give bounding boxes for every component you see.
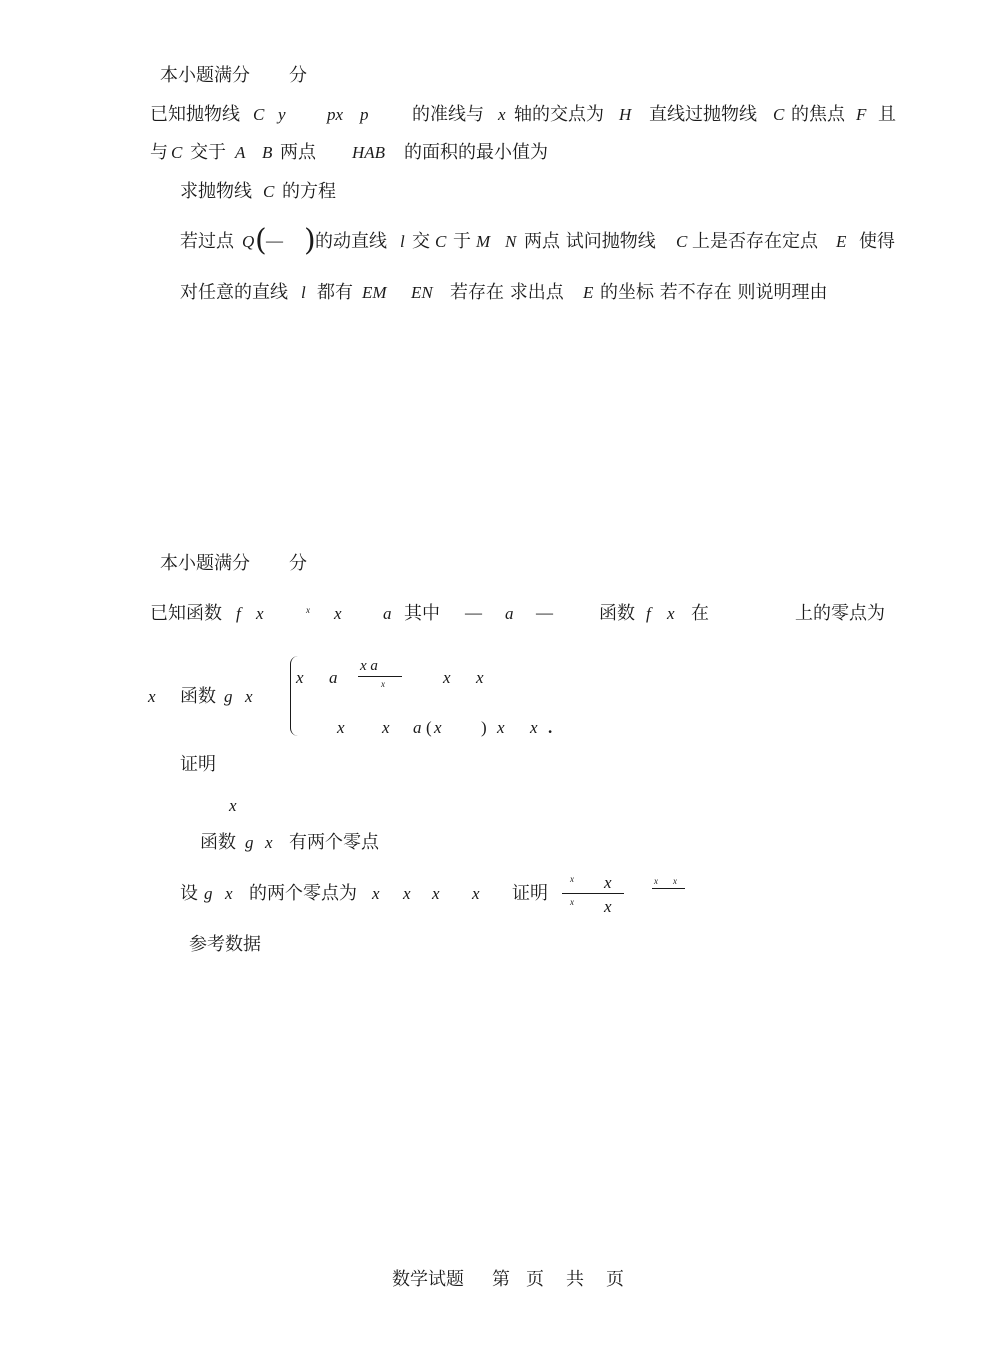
p1-stem-text: 的准线与 (412, 104, 484, 125)
p2-var-x: x (265, 833, 273, 852)
p2-var-a: a (383, 604, 392, 623)
p2-var-x: x (229, 796, 237, 815)
p2-var-x: x (443, 668, 451, 687)
p2-stem-text: 其中 (404, 603, 440, 624)
p2-var-x: x (403, 884, 411, 903)
p2-stem-text: 已知函数 (150, 603, 222, 624)
p2-sub3-text: 设 (180, 883, 198, 904)
p2-var-x: x (497, 718, 505, 737)
p1-var-HAB: HAB (352, 143, 386, 162)
p2-var-x: x (530, 718, 538, 737)
p1-var-px: px (327, 105, 344, 124)
problem1-header: 本小题满分 (160, 65, 250, 86)
p2-sub3-text: 证明 (512, 883, 548, 904)
fraction-bar-dash: — (266, 231, 283, 250)
p2-sup-x: x (306, 605, 310, 615)
p1-var-C: C (676, 232, 688, 251)
p2-var-x: x (334, 604, 342, 623)
footer-di: 第 (492, 1269, 510, 1290)
p2-frac-sup: x (570, 897, 574, 907)
p2-frac-sup: x (673, 876, 677, 886)
problem2-header-unit: 分 (289, 553, 307, 574)
paren-open: ( (255, 223, 267, 258)
p2-frac-sup: x (570, 874, 574, 884)
p2-prove-label: 证明 (180, 754, 216, 775)
p1-part2-text: 的坐标 若不存在 则说明理由 (600, 282, 828, 303)
p2-sub3-text: 的两个零点为 (249, 883, 357, 904)
p2-var-a: a (413, 718, 422, 737)
p2-stem-text: 在 (691, 603, 709, 624)
p2-var-x: x (382, 718, 390, 737)
p2-sub2-text: 有两个零点 (289, 832, 379, 853)
fraction-bar (358, 676, 402, 677)
p2-sub2-text: 函数 (200, 832, 236, 853)
p2-reference-data: 参考数据 (189, 934, 261, 955)
p1-stem-text: 直线过抛物线 (649, 104, 757, 125)
p1-var-C: C (263, 182, 275, 201)
p1-var-N: N (505, 232, 517, 251)
p1-var-H: H (619, 105, 632, 124)
p2-var-x: x (432, 884, 440, 903)
p1-var-l: l (400, 232, 405, 251)
p1-part2-text: 都有 (317, 282, 353, 303)
footer-subject: 数学试题 (392, 1269, 464, 1290)
p2-var-x: x (337, 718, 345, 737)
p1-part2-text: 于 (453, 231, 471, 252)
p2-stem-text: 函数 (599, 603, 635, 624)
problem1-header-unit: 分 (289, 65, 307, 86)
p2-var-x: x (476, 668, 484, 687)
p1-var-F: F (856, 105, 867, 124)
p2-var-x: x (604, 873, 612, 892)
p2-var-x: x (256, 604, 264, 623)
p1-part2-text: 若存在 求出点 (450, 282, 564, 303)
p1-part2-text: 两点 试问抛物线 (524, 231, 656, 252)
p2-var-x: x (472, 884, 480, 903)
p1-var-E: E (836, 232, 847, 251)
p2-frac-den: x (381, 679, 385, 689)
p2-var-x: x (245, 687, 253, 706)
p1-var-A: A (235, 143, 246, 162)
paren-open: ( (426, 718, 432, 737)
footer-gong: 共 (566, 1269, 584, 1290)
p1-part2-text: 对任意的直线 (180, 282, 288, 303)
p2-frac-sup: x (654, 876, 658, 886)
p2-frac-num: x a (360, 658, 378, 674)
p2-piece-text: 函数 (180, 686, 216, 707)
p1-part1-text: 求抛物线 (180, 181, 252, 202)
p2-period: . (548, 718, 553, 737)
p2-var-g: g (204, 884, 213, 903)
p1-stem-text: 与 (150, 142, 168, 163)
p2-var-x: x (604, 897, 612, 916)
p1-var-B: B (262, 143, 273, 162)
p2-var-a: a (329, 668, 338, 687)
p1-var-E: E (583, 283, 594, 302)
p1-part2-text: 若过点 (180, 231, 234, 252)
p1-var-C: C (253, 105, 265, 124)
p2-var-x: x (296, 668, 304, 687)
p1-var-y: y (278, 105, 286, 124)
p2-var-x: x (225, 884, 233, 903)
p1-var-EN: EN (411, 283, 433, 302)
p1-part2-text: 上是否存在定点 (692, 231, 818, 252)
p1-stem-text: 的面积的最小值为 (404, 142, 548, 163)
p2-var-x: x (667, 604, 675, 623)
p1-var-C: C (435, 232, 447, 251)
p1-stem-text: 且 (878, 104, 896, 125)
p1-part1-text: 的方程 (282, 181, 336, 202)
p1-stem-text: 已知抛物线 (150, 104, 240, 125)
p1-part2-text: 使得 (859, 231, 895, 252)
p1-var-Q: Q (242, 232, 255, 251)
problem2-header: 本小题满分 (160, 553, 250, 574)
fraction-bar-dash: — (536, 603, 553, 622)
p1-var-C: C (171, 143, 183, 162)
p1-var-l: l (301, 283, 306, 302)
p1-var-C: C (773, 105, 785, 124)
p2-var-x: x (372, 884, 380, 903)
p1-part2-text: 交 (412, 231, 430, 252)
fraction-bar-dash: — (465, 603, 482, 622)
p2-var-g: g (245, 833, 254, 852)
p1-stem-text: 的焦点 (791, 104, 845, 125)
p1-part2-text: 的动直线 (315, 231, 387, 252)
p2-var-a: a (505, 604, 514, 623)
footer-ye: 页 (606, 1269, 624, 1290)
p1-var-M: M (476, 232, 491, 251)
p1-stem-text: 两点 (280, 142, 316, 163)
p2-stem-text: 上的零点为 (795, 603, 885, 624)
paren-close: ) (304, 223, 316, 258)
p2-var-x: x (148, 687, 156, 706)
paren-close: ) (481, 718, 487, 737)
p2-var-x: x (434, 718, 442, 737)
p1-stem-text: 交于 (190, 142, 226, 163)
p1-var-EM: EM (362, 283, 387, 302)
p2-var-g: g (224, 687, 233, 706)
fraction-bar (562, 893, 624, 894)
p2-var-f: f (236, 604, 241, 623)
p2-var-f: f (646, 604, 651, 623)
fraction-bar (652, 888, 685, 889)
footer-ye: 页 (526, 1269, 544, 1290)
p1-stem-text: 轴的交点为 (514, 104, 604, 125)
p1-var-x: x (498, 105, 506, 124)
p1-var-p: p (360, 105, 369, 124)
